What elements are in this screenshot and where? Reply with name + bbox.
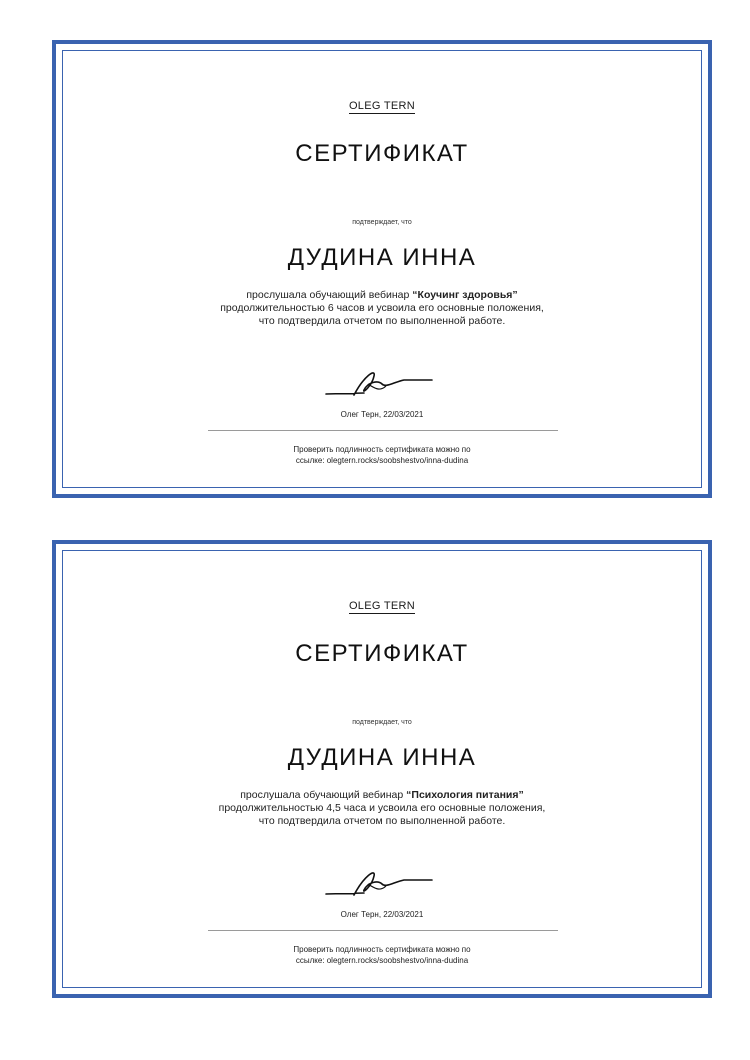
certificate-title: СЕРТИФИКАТ [295,140,469,167]
recipient-name: ДУДИНА ИННА [287,244,477,271]
brand-logo: OLEG TERN [348,600,416,612]
brand-logo: OLEG TERN [348,100,416,112]
confirms-text: подтверждает, что [352,219,412,226]
verify-note [56,444,708,466]
confirms-text: подтверждает, что [352,719,412,726]
verify-line-1: Проверить подлинность сертификата можно по [293,445,471,454]
verify-note [56,944,708,966]
body-line-3: что подтвердила отчетом по выполненной работе. [258,815,506,827]
divider [208,930,558,931]
signature-icon [324,364,434,404]
verify-line-1: Проверить подлинность сертификата можно по [293,945,471,954]
recipient-name: ДУДИНА ИННА [287,744,477,771]
verify-line-2: ссылке: olegtern.rocks/soobshestvo/inna-dudina [295,456,469,465]
webinar-title: “Психология питания” [406,789,524,801]
body-line-2: продолжительностью 6 часов и усвоила его основные положения, [220,302,544,314]
verify-line-2: ссылке: olegtern.rocks/soobshestvo/inna-dudina [295,956,469,965]
certificate-2 [52,540,712,998]
certificate-title: СЕРТИФИКАТ [295,640,469,667]
signature-icon [324,864,434,904]
body-line-1: прослушала обучающий вебинар “Психология питания” [240,789,524,801]
body-line-2: продолжительностью 4,5 часа и усвоила его основные положения, [218,802,546,814]
certificate-1 [52,40,712,498]
signature-caption: Олег Терн, 22/03/2021 [340,910,424,919]
body-line-1: прослушала обучающий вебинар “Коучинг здоровья” [246,289,518,301]
webinar-title: “Коучинг здоровья” [412,289,518,301]
certificate-body [116,289,648,328]
certificate-body [116,789,648,828]
signature-caption: Олег Терн, 22/03/2021 [340,410,424,419]
body-line-3: что подтвердила отчетом по выполненной работе. [258,315,506,327]
divider [208,430,558,431]
